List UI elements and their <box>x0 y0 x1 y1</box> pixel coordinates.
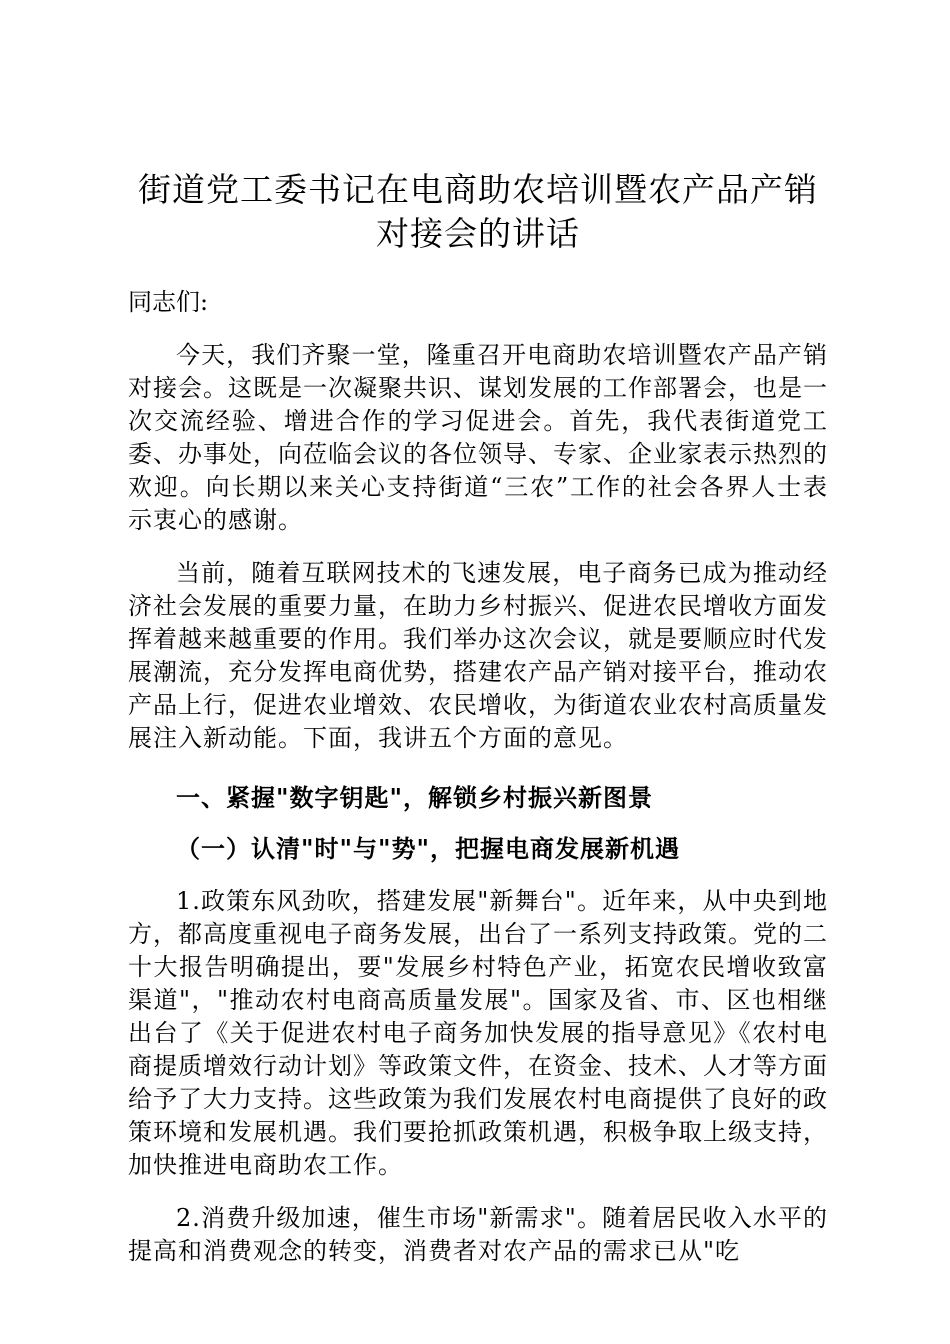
document-title <box>128 168 828 256</box>
subsection-heading-1: （一）认清"时"与"势"，把握电商发展新机遇 <box>176 834 681 863</box>
paragraph-point-1: 1.政策东风劲吹，搭建发展"新舞台"。近年来，从中央到地方，都高度重视电子商务发展，出台了一系列支持政策。党的二十大报告明确提出，要"发展乡村特色产业，拓宽农民增收致富渠道"，"推动农村电商高质量发展"。国家及省、市、区也相继出台了《关于促进农村电子商务加快发展的指导意见》《农村电商提质增效行动计划》等政策文件，在资金、技术、人才等方面给予了大力支持。这些政策为我们发展农村电商提供了良好的政策环境和发展机遇。我们要抢抓政策机遇，积极争取上级支持，加快推进电商助农工作。 <box>128 887 828 1179</box>
document-page <box>128 168 828 1268</box>
salutation: 同志们: <box>128 288 209 316</box>
paragraph-context: 当前，随着互联网技术的飞速发展，电子商务已成为推动经济社会发展的重要力量，在助力乡村振兴、促进农民增收方面发挥着越来越重要的作用。我们举办这次会议，就是要顺应时代发展潮流，充分发挥电商优势，搭建农产品产销对接平台，推动农产品上行，促进农业增效、农民增收，为街道农业农村高质量发展注入新动能。下面，我讲五个方面的意见。 <box>128 559 828 752</box>
title-line-2: 对接会的讲话 <box>376 214 580 253</box>
paragraph-point-2: 2.消费升级加速，催生市场"新需求"。随着居民收入水平的提高和消费观念的转变，消费者对农产品的需求已从"吃 <box>128 1204 828 1265</box>
paragraph-intro: 今天，我们齐聚一堂，隆重召开电商助农培训暨农产品产销对接会。这既是一次凝聚共识、谋划发展的工作部署会，也是一次交流经验、增进合作的学习促进会。首先，我代表街道党工委、办事处，向莅临会议的各位领导、专家、企业家表示热烈的欢迎。向长期以来关心支持街道“三农”工作的社会各界人士表示衷心的感谢。 <box>128 341 828 534</box>
title-line-1: 街道党工委书记在电商助农培训暨农产品产销 <box>138 170 818 209</box>
section-heading-1: 一、紧握"数字钥匙"，解锁乡村振兴新图景 <box>176 783 654 812</box>
